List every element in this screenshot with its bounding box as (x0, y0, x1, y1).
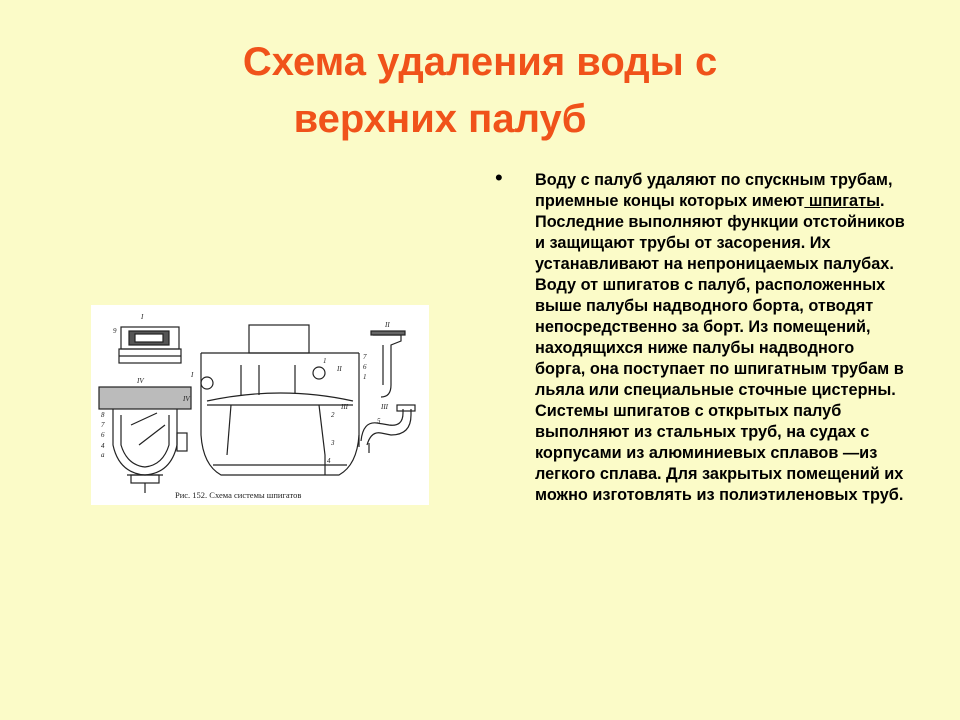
label-1: 1 (323, 357, 327, 365)
label-I-2: I (191, 371, 194, 379)
label-1b: 1 (363, 373, 367, 381)
title-line-2: верхних палуб (293, 97, 587, 141)
label-II: II (337, 365, 342, 373)
label-7b: 7 (363, 353, 367, 361)
paragraph-1 (535, 170, 907, 401)
label-6b: 6 (363, 363, 367, 371)
label-7: 7 (101, 421, 105, 429)
label-IV: IV (137, 377, 144, 385)
detail-scupper-body (99, 387, 191, 493)
label-9: 9 (113, 327, 117, 335)
slide-title (60, 34, 900, 148)
scupper-system-figure (91, 305, 429, 505)
label-8: 8 (101, 411, 105, 419)
detail-valve (371, 331, 405, 397)
ship-section (201, 325, 359, 475)
bullet-marker: • (495, 165, 503, 190)
label-a: а (101, 451, 105, 459)
detail-u-trap (359, 405, 415, 453)
label-III: III (341, 403, 348, 411)
label-3: 3 (331, 439, 335, 447)
label-III-2: III (381, 403, 388, 411)
figure-caption: Рис. 152. Схема системы шпигатов (175, 490, 302, 500)
paragraph-1-start: Воду с палуб удаляют по спускным трубам, приемные концы которых имеют (535, 171, 893, 210)
paragraph-1-end: . Последние выполняют функции отстойников и защищают трубы от засорения. Их устанавливают на непроницаемых палубах. Воду от шпигатов с палуб, расположенных выше палубы надводного борта, отводят непосредственно за борт. Из помещений, находящихся ниже палубы надводного борга, она поступает по шпигатным трубам в льяла или специальные сточные цистерны. (535, 192, 905, 399)
label-4: 4 (101, 442, 105, 450)
label-5: 5 (377, 417, 381, 425)
label-II-2: II (385, 321, 390, 329)
paragraph-2: Системы шпигатов с открытых палуб выполняют из стальных труб, на судах с корпусами из алюминиевых сплавов —из легкого сплава. Для закрытых помещений их можно изготовлять из полиэтиленовых труб. (535, 402, 904, 504)
body-text (535, 170, 907, 506)
scupper-diagram (91, 305, 429, 505)
label-IV-2: IV (183, 395, 190, 403)
label-2: 2 (331, 411, 335, 419)
detail-grate (119, 327, 181, 363)
scuppers-link[interactable]: шпигаты (804, 192, 880, 210)
label-I: I (141, 313, 144, 321)
label-6: 6 (101, 431, 105, 439)
title-line-1: Схема удаления воды с (242, 40, 718, 84)
label-4b: 4 (327, 457, 331, 465)
